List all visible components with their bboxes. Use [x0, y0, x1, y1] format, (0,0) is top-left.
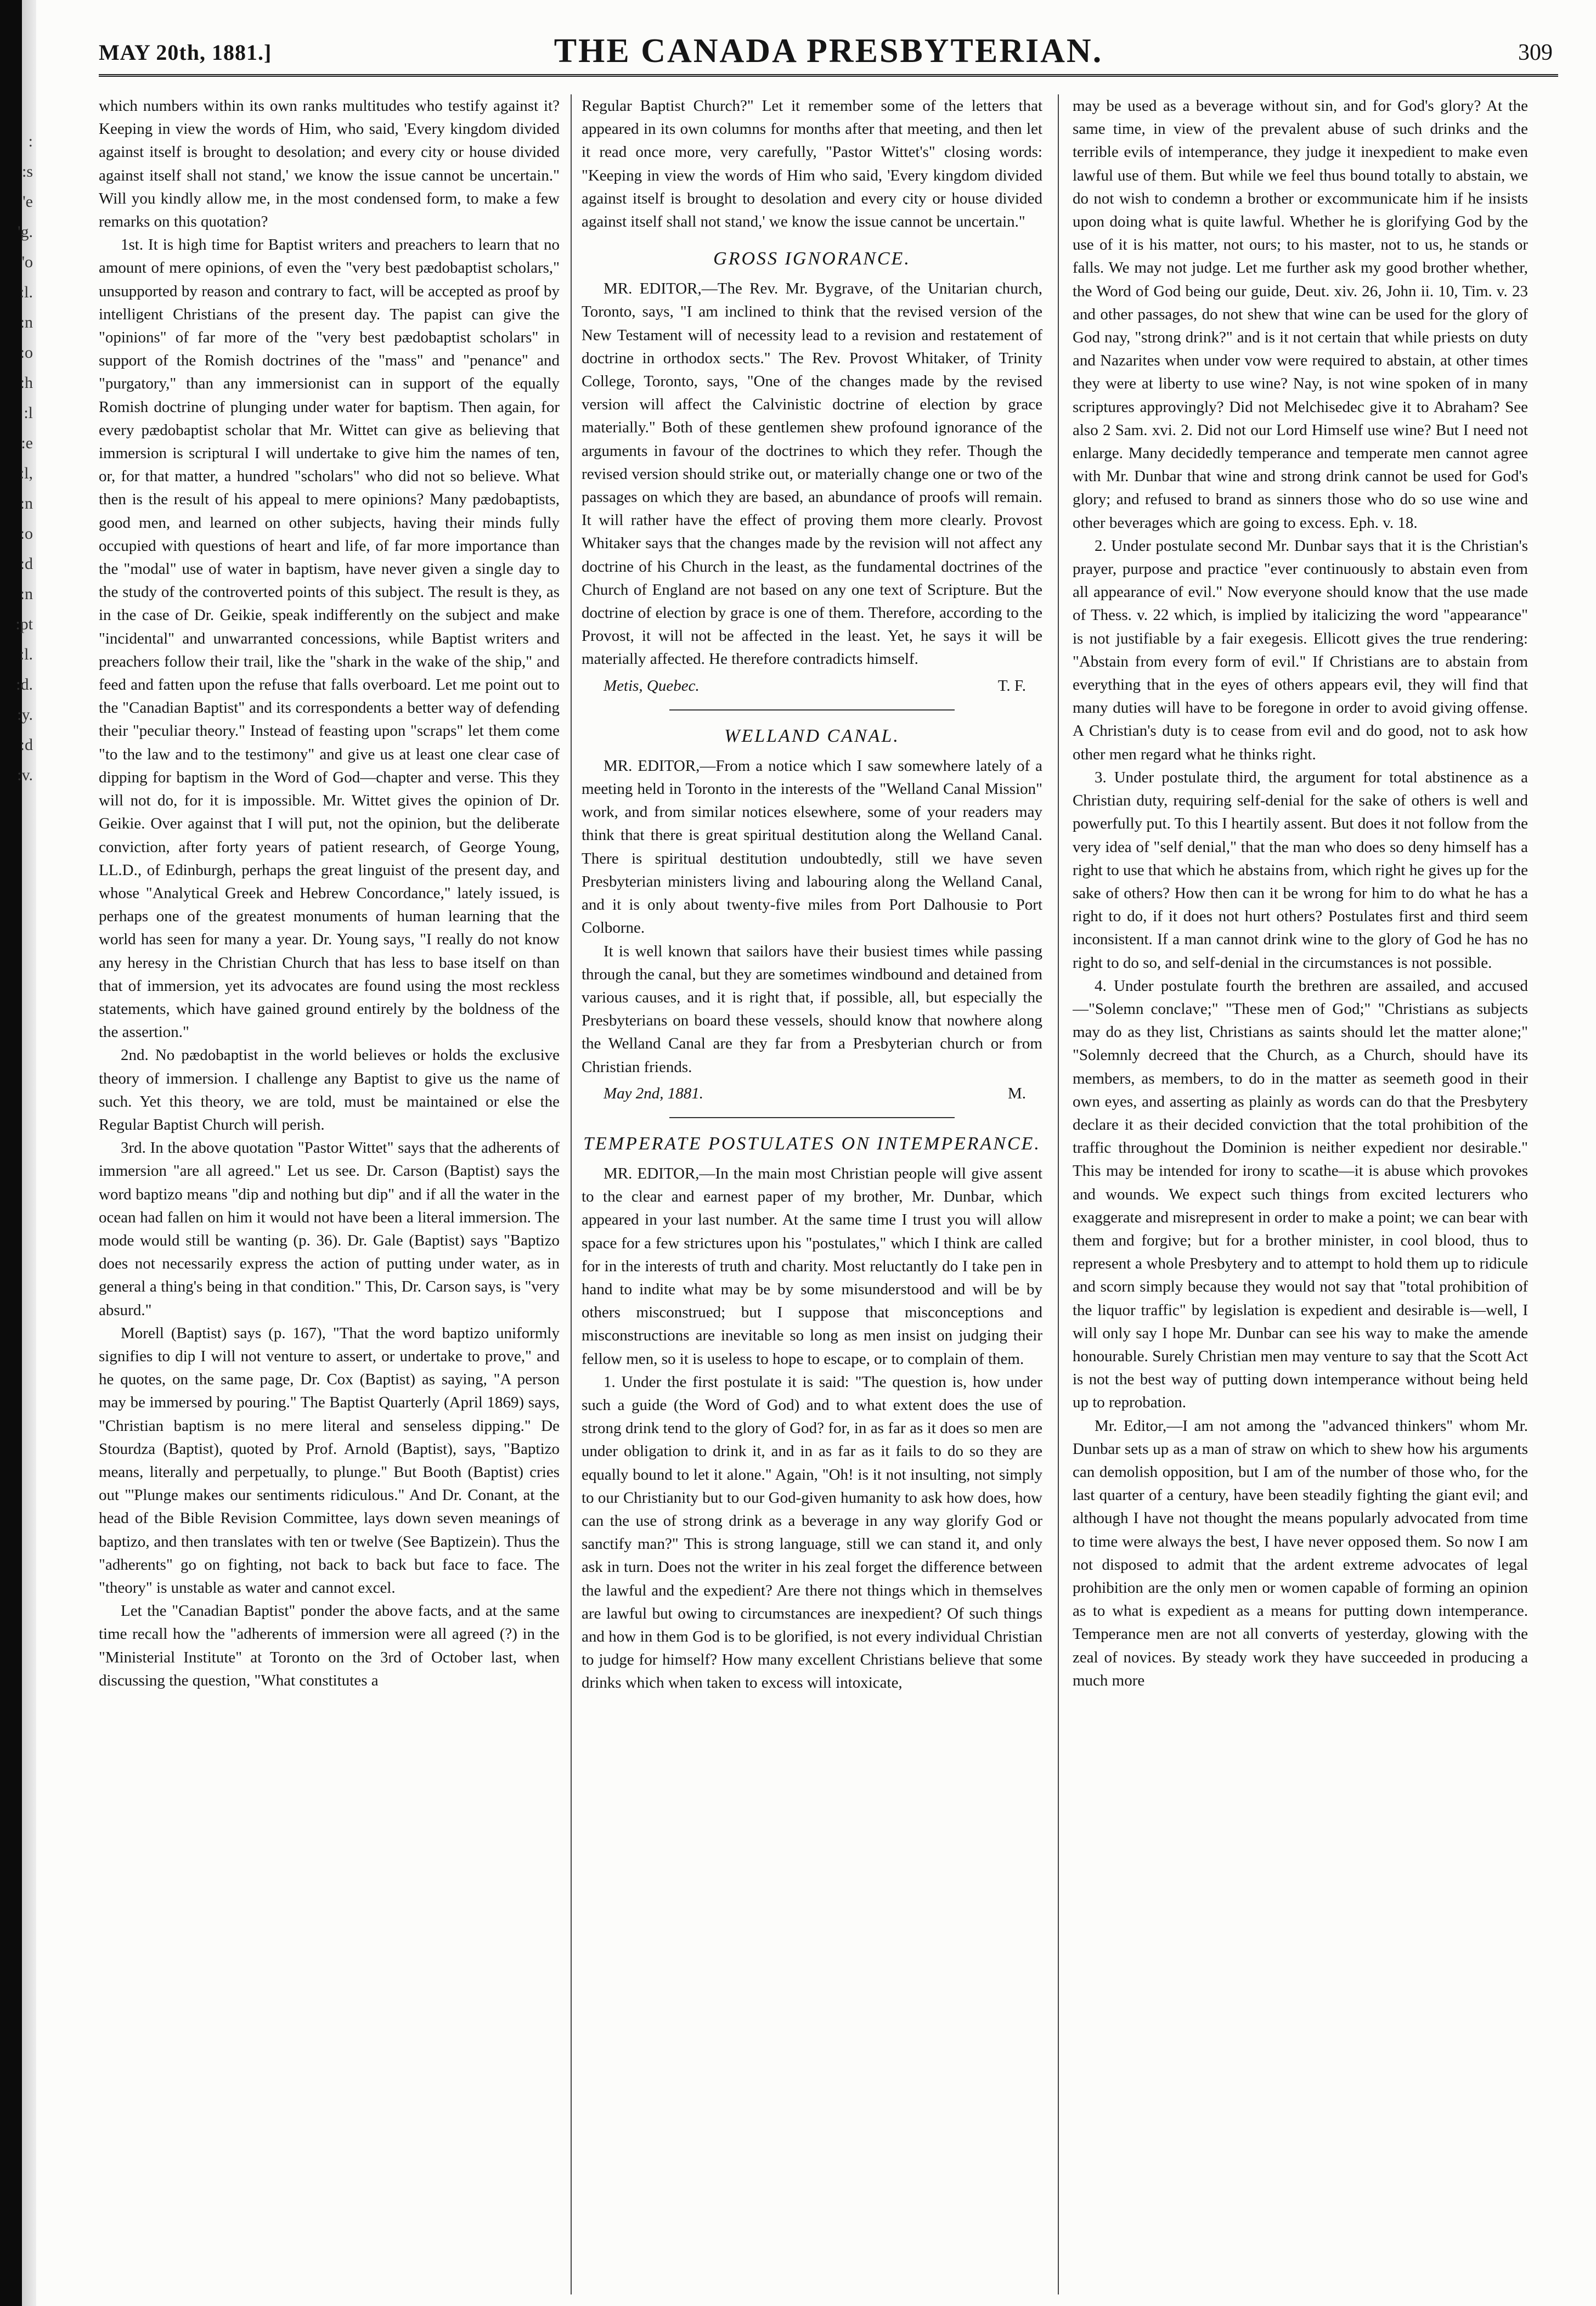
- page-header: [99, 27, 1558, 77]
- masthead-title: THE CANADA PRESBYTERIAN.: [554, 32, 1103, 70]
- paragraph: 1. Under the first postulate it is said: "The question is, how under such a guide (the Word of God) and to what extent does the use of strong drink tend to the glory of God? for, in as far as it does so men are under obligation to drink it, and in as far as it fails to do so they are equally bound to let it alone." Again, "Oh! is it not insulting, not simply to our Christianity but to our God-given humanity to ask how does, how can the use of strong drink as a beverage in any way glorify God or sanctify man?" This is strong language, still we can stand it, and only ask in turn. Does not the writer in his zeal forget the difference between the lawful and the expedient? Are there not things which in themselves are lawful but owing to circumstances are inexpedient? Of such things and how in them God is to be glorified, is not every individual Christian to judge for himself? How many excellent Christians believe that some drinks which when taken to excess will intoxicate,: [582, 1373, 1042, 1692]
- paragraph: which numbers within its own ranks multitudes who testify against it? Keeping in view the words of Him, who said, 'Every kingdom divided against itself is brought to desolation; and every city or house divided against itself shall not stand,' we know the issue cannot be uncertain." Will you kindly allow me, in the most condensed form, to make a few remarks on this quotation?: [99, 97, 560, 231]
- paragraph: MR. EDITOR,—The Rev. Mr. Bygrave, of the Unitarian church, Toronto, says, "I am inclined to think that the revised version of the New Testament will of necessity lead to a revision and restatement of doctrine in orthodox sects." The Rev. Provost Whitaker, of Trinity College, Toronto, says, "One of the changes made by the revised version will affect the Calvinistic doctrine of election by grace materially." Both of these gentlemen shew profound ignorance of the arguments in favour of the doctrines to which they refer. Though the revised version should strike out, or materially change one or two of the passages on which they are based, an abundance of proofs will remain. It will rather have the effect of proving them more clearly. Provost Whitaker says that the changes made by the revision will not affect any doctrine of his Church in the least, as the fundamental doctrines of the Church of England are not based on any one text of Scripture. But the doctrine of election by grace is one of them. Therefore, according to the Provost, it will not be affected in the least. Yet, he says it will be materially affected. He therefore contradicts himself.: [582, 280, 1042, 668]
- column-rule: [1058, 94, 1059, 2294]
- paragraph: Mr. Editor,—I am not among the "advanced thinkers" whom Mr. Dunbar sets up as a man of straw on which to shew how his arguments can demolish opposition, but I am of the number of those who, for the last quarter of a century, have been steadily fighting the giant evil; and although I have not thought the means popularly advocated from time to time were always the best, I have never opposed them. So now I am not disposed to admit that the ardent extreme advocates of legal prohibition are the only men or women capable of forming an opinion as to what is expedient as a means for putting down intemperance. Temperance men are not all converts of yesterday, glowing with the zeal of novices. By steady work they have succeeded in producing a much more: [1073, 1417, 1528, 1689]
- divider: [669, 1117, 955, 1118]
- dateline: May 2nd, 1881.: [604, 1084, 704, 1102]
- paragraph: 2. Under postulate second Mr. Dunbar says that it is the Christian's prayer, purpose and practice "ever continuously to abstain even from all appearance of evil." Now everyone should know that the use made of Thess. v. 22 which, is implied by italicizing the word "appearance" is not justifiable by a fair exegesis. Ellicott gives the true rendering: "Abstain from every form of evil." If Christians are to abstain from everything that in the eyes of others appears evil, they will find that many duties will have to be foregone in order to avoid giving offense. A Christian's duty is to cease from evil and do good, not to ask how other men regard what he thinks right.: [1073, 537, 1528, 763]
- paragraph: 3rd. In the above quotation "Pastor Wittet" says that the adherents of immersion "are all agreed." Let us see. Dr. Carson (Baptist) says the word baptizo means "dip and nothing but dip" and if all the water in the ocean had fallen on him it would not have been a literal immersion. The mode would still be wanting (p. 36). Dr. Gale (Baptist) says "Baptizo does not necessarily express the action of putting under water, as in general a thing's being in that condition." This, Dr. Carson says, is "very absurd.": [99, 1139, 560, 1319]
- paragraph: 4. Under postulate fourth the brethren are assailed, and accused—"Solemn conclave;" "These men of God;" "Christians as subjects may do as they list, Christians as saints should let the matter alone;" "Solemnly decreed that the Church, as a Church, should have its members, as members, to do in the matter as seemeth good in their own eyes, and asserting as plainly as words can do that the Presbytery declare it as their decided conviction that the total prohibition of the traffic throughout the Dominion is neither expedient nor desirable." This may be intended for irony to scathe—it is abuse which provokes and wounds. We expect such things from excited lecturers who exaggerate and misrepresent in order to make a point; we can bear with them and forgive; but for a brother minister, in cool blood, thus to represent a whole Presbytery and to attempt to hold them up to ridicule and scorn simply because they would not say that "total prohibition of the liquor traffic" by legislation is expedient and desirable is—well, I will only say I hope Mr. Dunbar can see his way to make the amende honourable. Surely Christian men may venture to say that the Scott Act is not the best way of putting down intemperance without being held up to reprobation.: [1073, 977, 1528, 1412]
- article-signoff: [582, 674, 1042, 697]
- paragraph: Let the "Canadian Baptist" ponder the above facts, and at the same time recall how the "adherents of immersion were all agreed (?) in the "Ministerial Institute" at Toronto on the 3rd of October last, when discussing the question, "What constitutes a: [99, 1602, 560, 1689]
- paragraph: Regular Baptist Church?" Let it remember some of the letters that appeared in its own columns for months after that meeting, and then let it read once more, very carefully, "Pastor Wittet's" closing words: "Keeping in view the words of Him who said, 'Every kingdom divided against itself is brought to desolation and every city or house divided against itself shall not stand,' we know the issue cannot be uncertain.": [582, 97, 1042, 231]
- header-date: MAY 20th, 1881.]: [99, 40, 272, 65]
- article-heading-temperate-postulates: TEMPERATE POSTULATES ON INTEMPERANCE.: [583, 1133, 1041, 1154]
- divider: [669, 709, 955, 711]
- column-3: [1073, 94, 1528, 2289]
- column-2: [582, 94, 1042, 2289]
- article-signoff: [582, 1082, 1042, 1105]
- signature: M.: [1007, 1084, 1026, 1102]
- signature: T. F.: [997, 676, 1026, 695]
- adjacent-page-margin: : :s 'e 'g. 'o :l. :n :o :h :l :e :l, :n :o :d :n :pt :l. :d. :y. :d :v.: [15, 132, 33, 784]
- paragraph: 1st. It is high time for Baptist writers and preachers to learn that no amount of mere opinions, of even the "very best pædobaptist scholars," unsupported by reason and contrary to fact, will be accepted as proof by intelligent Christians of the present day. The papist can give the "opinions" of far more of the "very best pædobaptist scholars" in support of the Romish doctrines of the "mass" and "penance" and "purgatory," than any immersionist can in support of the equally Romish doctrine of plunging under water for baptism. Then again, for every pædobaptist scholar that Mr. Wittet can give as believing that immersion is scriptural I will undertake to give him the names of ten, or, for that matter, a hundred "scholars" who did not so believe. What then is the result of his appeal to mere opinions? Many pædobaptists, good men, and learned on other subjects, having their minds fully occupied with questions of heart and life, of far more importance than the "modal" use of water in baptism, have never given a single day to the study of the controverted points of this subject. The result is they, as in the case of Dr. Geikie, speak indifferently on the subject and make "incidental" and unwarranted concessions, while Baptist writers and preachers follow their trail, like the "shark in the wake of the ship," and feed and fatten upon the refuse that falls overboard. Let me point out to the "Canadian Baptist" and its correspondents a better way of defending their "peculiar theory." Instead of feasting upon "scraps" let them come "to the law and to the testimony" and give us at least one clear case of dipping for baptism in the Word of God—chapter and verse. This they will not do, for it is impossible. Mr. Wittet gives the opinion of Dr. Geikie. Over against that I will put, not the opinion, but the deliberate conviction, after forty years of patient research, of George Young, LL.D., of Edinburgh, perhaps the great linguist of the present day, and whose "Analytical Greek and Hebrew Concordance," lately issued, is perhaps one of the greatest monuments of human learning that the world has seen for many a year. Dr. Young says, "I really do not know any heresy in the Christian Church that has less to base itself on than that of immersion, yet its advocates are found using the most reckless statements, which have gained ground entirely by the boldness of the the assertion.": [99, 236, 560, 1041]
- paragraph: It is well known that sailors have their busiest times while passing through the canal, but they are sometimes windbound and detained from various causes, and it is right that, if possible, all, but especially the Presbyterians on board these vessels, should know that nowhere along the Welland Canal are they far from a Presbyterian church or from Christian friends.: [582, 942, 1042, 1076]
- paragraph: MR. EDITOR,—From a notice which I saw somewhere lately of a meeting held in Toronto in the interests of the "Welland Canal Mission" work, and from similar notices elsewhere, some of your readers may think that there is great spiritual destitution along the Welland Canal. There is spiritual destitution undoubtedly, still we have seven Presbyterian ministers living and labouring along the Welland Canal, and it is only about twenty-five miles from Port Dalhousie to Port Colborne.: [582, 757, 1042, 937]
- paragraph: MR. EDITOR,—In the main most Christian people will give assent to the clear and earnest paper of my brother, Mr. Dunbar, which appeared in your last number. At the same time I trust you will allow space for a few strictures upon his "postulates," which I think are called for in the interests of truth and charity. Most reluctantly do I take pen in hand to indite what may be by some misunderstood and will be by others misconstrued; but I suppose that misconceptions and misconstructions are inevitable so long as men insist on judging their fellow men, so it is useless to hope to escape, or to complain of them.: [582, 1164, 1042, 1368]
- paragraph: 3. Under postulate third, the argument for total abstinence as a Christian duty, requiring self-denial for the sake of others is well and powerfully put. To this I heartily assent. But does it not follow from the very idea of "self denial," that the man who does so deny himself has a right to use that which he abstains from, which right he gives up for the sake of others? How then can it be wrong for him to do what he has a right to do, if it does not hurt others? Postulates first and third seem inconsistent. If a man cannot drink wine to the glory of God he has no right to do so, and self-denial in the circumstances is not possible.: [1073, 768, 1528, 972]
- paragraph: may be used as a beverage without sin, and for God's glory? At the same time, in view of the prevalent abuse of such drinks and the terrible evils of intemperance, they judge it inexpedient to make even lawful use of them. But while we feel thus bound totally to abstain, we do not wish to condemn a brother or excommunicate him if he insists upon doing what is quite lawful. Whether he is glorifying God by the use of it is his matter, not ours; to his master, not to us, he stands or falls. We may not judge. Let me further ask my good brother whether, the Word of God being our guide, Deut. xiv. 26, John ii. 10, Tim. v. 23 and other passages, do not shew that wine can be used for the glory of God nay, "strong drink?" and is it not certain that while priests on duty and Nazarites when under vow were required to abstain, at other times they were at liberty to use wine? Nay, is not wine spoken of in many scriptures approvingly? Did not Melchisedec give it to Abraham? See also 2 Sam. xvi. 2. Did not our Lord Himself use wine? But I need not enlarge. Many decidedly temperance and temperate men cannot agree with Mr. Dunbar that wine and strong drink cannot be used for God's glory; and refused to brand as sinners those who do so use wine and other beverages which are going to excess. Eph. v. 18.: [1073, 97, 1528, 532]
- dateline: Metis, Quebec.: [604, 676, 700, 695]
- paragraph: Morell (Baptist) says (p. 167), "That the word baptizo uniformly signifies to dip I will not venture to assert, or undertake to prove," and he quotes, on the same page, Dr. Cox (Baptist) as saying, "A person may be immersed by pouring." The Baptist Quarterly (April 1869) says, "Christian baptism is no mere literal and senseless dipping." De Stourdza (Baptist), quoted by Prof. Arnold (Baptist), says, "Baptizo means, literally and perpetually, to plunge." But Booth (Baptist) cries out "'Plunge makes our sentiments ridiculous." And Dr. Conant, at the head of the Bible Revision Committee, lays down seven meanings of baptizo, and then translates with ten or twelve (See Baptizein). Thus the "adherents" go on fighting, not back to back but face to face. The "theory" is unstable as water and cannot excel.: [99, 1324, 560, 1597]
- paragraph: 2nd. No pædobaptist in the world believes or holds the exclusive theory of immersion. I challenge any Baptist to give us the name of such. Yet this theory, we are told, must be maintained or else the Regular Baptist Church will perish.: [99, 1046, 560, 1134]
- article-heading-gross-ignorance: GROSS IGNORANCE.: [713, 249, 911, 269]
- column-rule: [571, 94, 572, 2294]
- article-heading-welland-canal: WELLAND CANAL.: [724, 725, 900, 746]
- page-number: 309: [1518, 40, 1553, 65]
- column-1: [99, 94, 560, 2289]
